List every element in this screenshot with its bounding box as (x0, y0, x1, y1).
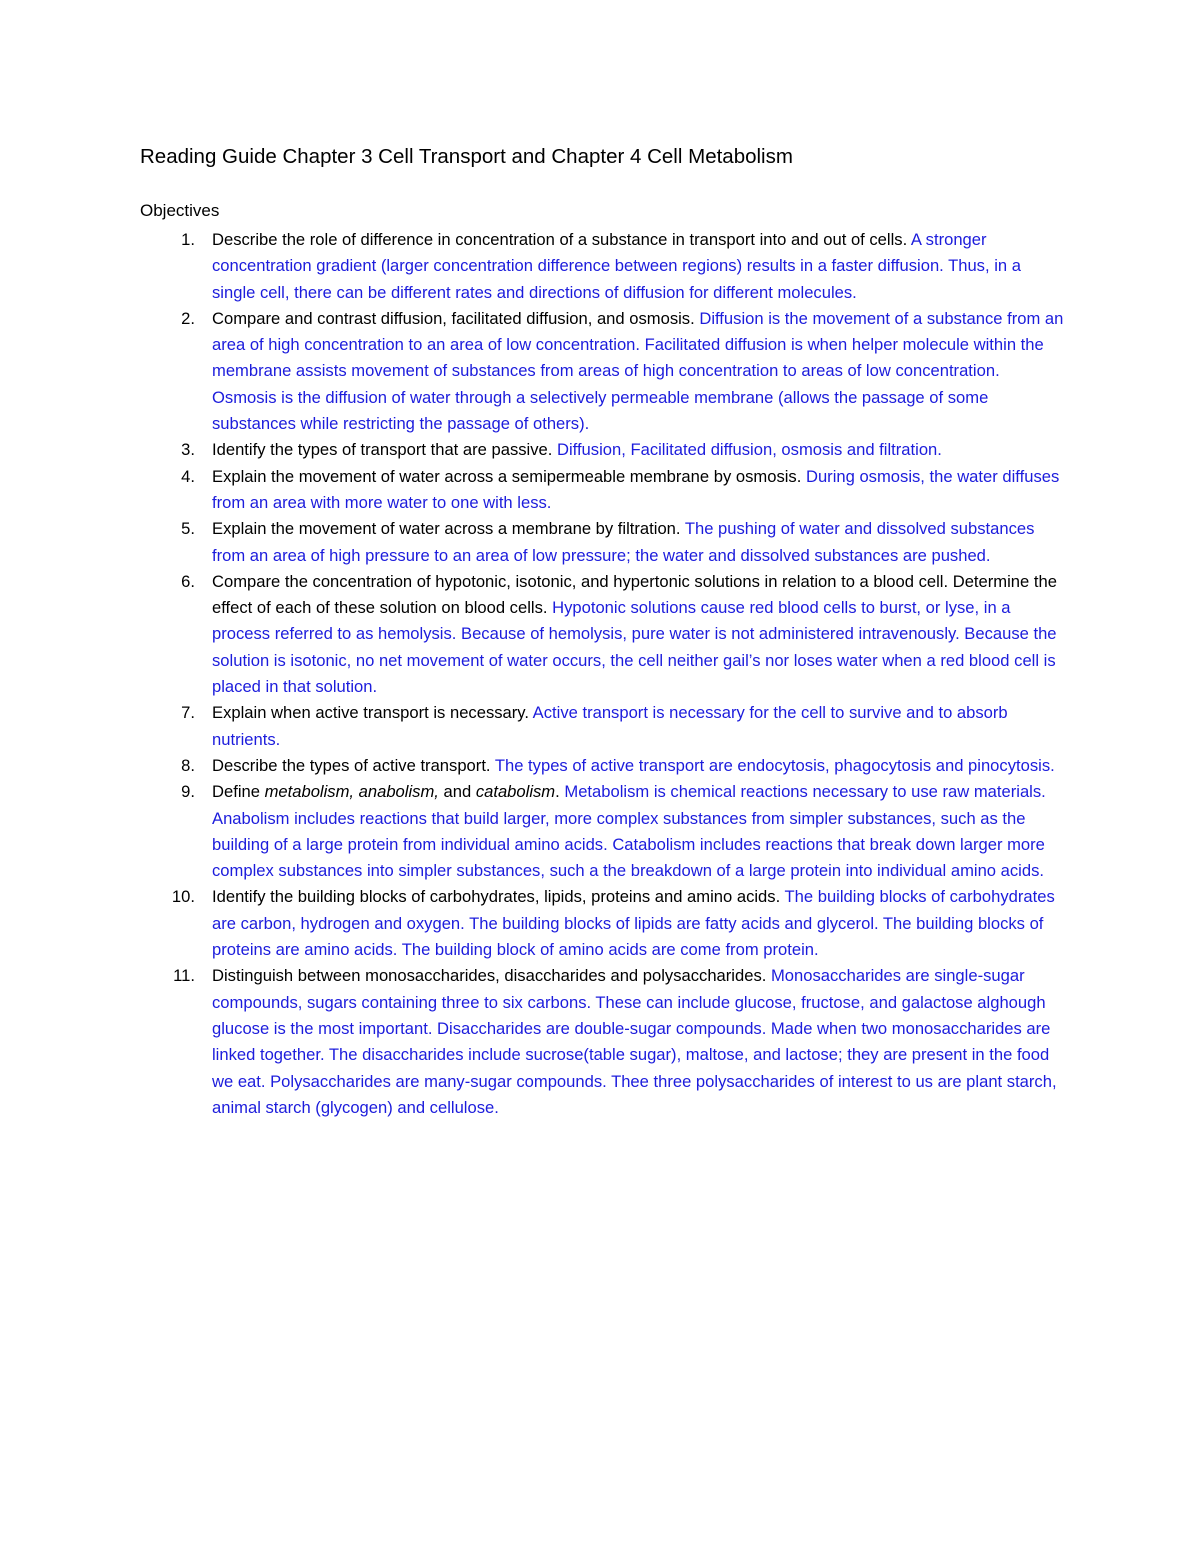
objective-answer: Metabolism is chemical reactions necessary to use raw materials. Anabolism includes reactions that build larger, more complex substances from simpler substances, such as the building of a large protein from individual amino acids. Catabolism includes reactions that break down larger more complex substances into simpler substances, such a the breakdown of a large protein into individual amino acids. (212, 782, 1046, 881)
objective-question: Identify the types of transport that are passive. (212, 440, 553, 460)
objective-question: Explain when active transport is necessary. (212, 703, 529, 723)
objective-answer: Hypotonic solutions cause red blood cells to burst, or lyse, in a process referred to as hemolysis. Because of hemolysis, pure water is not administered intravenously. Because the solution is isotonic, no net movement of water occurs, the cell neither gail’s nor loses water when a red blood cell is placed in that solution. (212, 598, 1057, 697)
objective-question: Describe the role of difference in concentration of a substance in transport into and out of cells. (212, 230, 908, 249)
objective-number: 2. (181, 308, 195, 328)
objective-question (212, 782, 560, 801)
objective-item-7 (140, 700, 1065, 753)
objective-question: Identify the building blocks of carbohydrates, lipids, proteins and amino acids. (212, 887, 781, 907)
question-part: Define (212, 782, 265, 802)
objective-item-2 (140, 306, 1065, 437)
objective-number: 5. (181, 519, 195, 539)
objective-number: 3. (181, 440, 195, 460)
objectives-list (140, 227, 1065, 1121)
objective-question: Explain the movement of water across a semipermeable membrane by osmosis. (212, 466, 802, 486)
objective-number: 11. (173, 966, 195, 986)
objective-number: 6. (181, 571, 195, 591)
objective-question: Explain the movement of water across a membrane by filtration. (212, 519, 681, 539)
objective-number: 7. (181, 703, 195, 723)
objective-answer: Diffusion is the movement of a substance from an area of high concentration to an area of low concentration. Facilitated diffusion is when helper molecule within the membrane assists movement of substances from areas of high concentration to areas of low concentration. Osmosis is the diffusion of water through a selectively permeable membrane (allows the passage of some substances while restricting the passage of others). (212, 308, 1064, 434)
objective-item-9 (140, 779, 1065, 884)
objective-answer: Monosaccharides are single-sugar compounds, sugars containing three to six carbons. These can include glucose, fructose, and galactose alghough glucose is the most important. Disaccharides are double-sugar compounds. Made when two monosaccharides are linked together. The disaccharides include sucrose(table sugar), maltose, and lactose; they are present in the food we eat. Polysaccharides are many-sugar compounds. Thee three polysaccharides of interest to us are plant starch, animal starch (glycogen) and cellulose. (212, 966, 1057, 1117)
objective-item-8 (140, 753, 1065, 779)
question-part: and (438, 782, 476, 802)
objective-answer: A stronger concentration gradient (larger concentration difference between regions) results in a faster diffusion. Thus, in a single cell, there can be different rates and directions of diffusion for different molecules. (212, 230, 1021, 302)
objective-item-10 (140, 884, 1065, 963)
objective-item-5 (140, 516, 1065, 569)
objective-answer: The building blocks of carbohydrates are carbon, hydrogen and oxygen. The building blocks of lipids are fatty acids and glycerol. The building blocks of proteins are amino acids. The building block of amino acids are come from protein. (212, 887, 1055, 960)
objectives-heading: Objectives (140, 201, 220, 220)
objective-answer: The types of active transport are endocytosis, phagocytosis and pinocytosis. (490, 755, 1055, 775)
question-part: . (555, 782, 560, 802)
objective-question: Describe the types of active transport. (212, 755, 491, 775)
objective-question: Compare the concentration of hypotonic, isotonic, and hypertonic solutions in relation to a blood cell. Determine the effect of each of these solution on blood cells. (212, 571, 1057, 618)
objective-number: 1. (181, 230, 195, 249)
objective-answer: During osmosis, the water diffuses from an area with more water to one with less. (212, 466, 1060, 512)
question-part-italic: catabolism (475, 782, 556, 802)
document-title: Reading Guide Chapter 3 Cell Transport and Chapter 4 Cell Metabolism (140, 145, 793, 168)
objective-number: 9. (181, 782, 195, 802)
objective-question: Distinguish between monosaccharides, disaccharides and polysaccharides. (212, 966, 767, 986)
objective-item-6 (140, 569, 1065, 700)
objective-number: 4. (181, 466, 195, 486)
objective-number: 10. (171, 887, 195, 907)
objective-item-1 (140, 227, 1065, 306)
objective-answer: The pushing of water and dissolved substances from an area of high pressure to an area of low pressure; the water and dissolved substances are pushed. (212, 519, 1035, 565)
objective-answer: Active transport is necessary for the cell to survive and to absorb nutrients. (212, 703, 1008, 749)
objective-number: 8. (181, 755, 195, 775)
objective-item-4 (140, 464, 1065, 517)
objective-answer: Diffusion, Facilitated diffusion, osmosis and filtration. (552, 440, 942, 460)
objective-item-3 (140, 437, 1065, 463)
objective-question: Compare and contrast diffusion, facilitated diffusion, and osmosis. (212, 308, 695, 328)
question-part-italic: metabolism, anabolism, (264, 782, 439, 802)
objective-item-11 (140, 963, 1065, 1121)
